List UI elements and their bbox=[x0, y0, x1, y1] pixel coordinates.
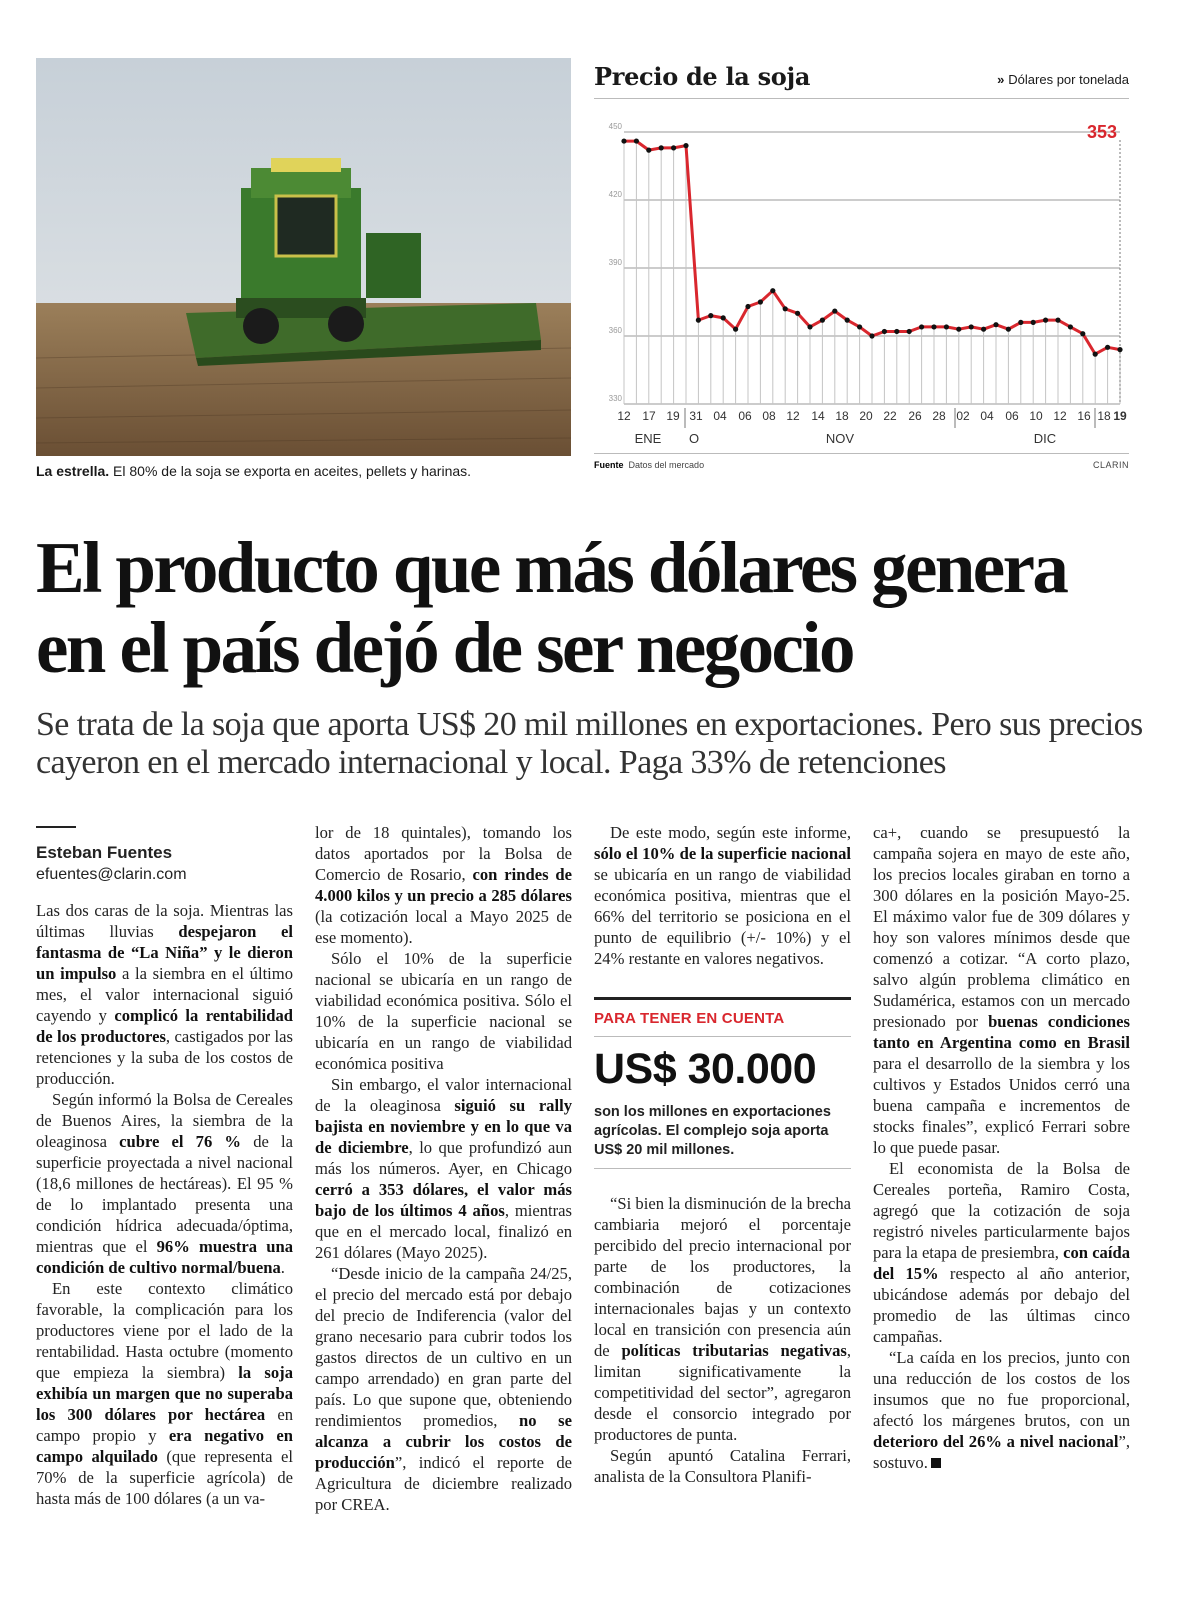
data-point bbox=[621, 138, 626, 143]
data-point bbox=[820, 318, 825, 323]
x-tick-label: 12 bbox=[617, 409, 631, 423]
x-tick-label: 06 bbox=[1005, 409, 1019, 423]
x-tick-label: 22 bbox=[883, 409, 897, 423]
factbox-rule bbox=[594, 997, 851, 1000]
chart-points bbox=[621, 138, 1122, 356]
harvester-illustration bbox=[36, 58, 571, 456]
y-tick-label: 360 bbox=[608, 326, 622, 335]
x-tick-label: 18 bbox=[835, 409, 849, 423]
x-tick-label: 26 bbox=[908, 409, 922, 423]
data-point bbox=[721, 315, 726, 320]
data-point bbox=[708, 313, 713, 318]
x-tick-label: 19 bbox=[666, 409, 680, 423]
x-tick-label: 04 bbox=[980, 409, 994, 423]
chart-bottom-rule bbox=[594, 453, 1129, 454]
factbox-text: son los millones en exportaciones agrícolas. El complejo soja aporta US$ 20 mil millones. bbox=[594, 1104, 831, 1158]
paragraph: En este contexto climático favorable, la complicación para los productores viene por el lado de la rentabilidad. Hasta octubre (momento que empieza la siembra) la soja exhibía un margen que no superaba los 300 dólares por hectárea en campo propio y era negativo en campo alquilado (que representa el 70% de la superficie agrícola) de hasta más de 100 dólares (a un va- bbox=[36, 1279, 293, 1508]
x-tick-label: 28 bbox=[932, 409, 946, 423]
month-label: DIC bbox=[1033, 431, 1057, 446]
x-tick-label: 02 bbox=[956, 409, 970, 423]
factbox-figure: US$ 30.000 bbox=[594, 1045, 817, 1093]
deck: Se trata de la soja que aporta US$ 20 mil millones en exportaciones. Pero sus precios cayeron en el mercado internacional y local. Paga 33% de retenciones bbox=[36, 706, 1143, 781]
harvester-photo bbox=[36, 58, 571, 456]
x-tick-label: 12 bbox=[1053, 409, 1067, 423]
column-1 bbox=[36, 822, 293, 1509]
author-email: efuentes@clarin.com bbox=[36, 866, 187, 883]
y-tick-label: 420 bbox=[608, 190, 622, 199]
chart-last-value-label: 353 bbox=[1086, 122, 1118, 142]
data-point bbox=[1055, 318, 1060, 323]
paragraph: lor de 18 quintales), tomando los datos aportados por la Bolsa de Comercio de Rosario, con rindes de 4.000 kilos y un precio a 285 dólares (la cotización local a Mayo 2025 de ese momento). bbox=[315, 823, 572, 947]
x-tick-label: 12 bbox=[786, 409, 800, 423]
data-point bbox=[1080, 331, 1085, 336]
data-point bbox=[981, 327, 986, 332]
x-tick-label: 10 bbox=[1029, 409, 1043, 423]
paragraph: “Desde inicio de la campaña 24/25, el precio del mercado está por debajo del precio de Indiferencia (valor del grano necesario para cubrir todos los gastos directos de un cultivo en un campo arrendado) en gran parte del país. Lo que supone que, obteniendo rendimientos promedios, no se alcanza a cubrir los costos de producción”, indicó el reporte de Agricultura de diciembre realizado por CREA. bbox=[315, 1264, 572, 1514]
data-point bbox=[1105, 345, 1110, 350]
paragraph: Las dos caras de la soja. Mientras las últimas lluvias despejaron el fantasma de “La Niña” y le dieron un impulso a la siembra en el último mes, el valor internacional siguió cayendo y complicó la rentabilidad de los productores, castigados por las retenciones y la suba de los costos de producción. bbox=[36, 901, 293, 1088]
data-point bbox=[931, 324, 936, 329]
column-4 bbox=[873, 822, 1130, 1473]
byline-rule bbox=[36, 826, 76, 828]
data-point bbox=[733, 327, 738, 332]
data-point bbox=[671, 145, 676, 150]
data-point bbox=[1093, 352, 1098, 357]
chart-source-label: Fuente bbox=[594, 460, 624, 470]
y-tick-label: 390 bbox=[608, 258, 622, 267]
chart-source bbox=[594, 460, 1129, 470]
paragraph: “La caída en los precios, junto con una reducción de los costos de los insumos que no fue proporcional, afectó los márgenes brutos, con un deterioro del 26% a nivel nacional”, sostuvo. bbox=[873, 1348, 1130, 1472]
data-point bbox=[1031, 320, 1036, 325]
x-tick-label: 17 bbox=[642, 409, 656, 423]
data-point bbox=[1018, 320, 1023, 325]
data-point bbox=[1117, 347, 1122, 352]
chart-title: Precio de la soja bbox=[594, 62, 811, 91]
factbox-end-rule bbox=[594, 1168, 851, 1169]
author-name: Esteban Fuentes bbox=[36, 843, 173, 862]
data-point bbox=[783, 306, 788, 311]
caption-lead: La estrella. bbox=[36, 463, 110, 479]
data-point bbox=[882, 329, 887, 334]
x-tick-label: 19 bbox=[1113, 409, 1127, 423]
column-2 bbox=[315, 822, 572, 1515]
data-point bbox=[857, 324, 862, 329]
data-point bbox=[956, 327, 961, 332]
data-point bbox=[1043, 318, 1048, 323]
chart-top-rule bbox=[594, 98, 1129, 99]
caption-text: El 80% de la soja se exporta en aceites, pellets y harinas. bbox=[109, 463, 472, 479]
data-point bbox=[683, 143, 688, 148]
column-3 bbox=[594, 822, 851, 1487]
x-tick-label: 14 bbox=[811, 409, 825, 423]
headline-line-1: El producto que más dólares genera bbox=[36, 527, 1067, 608]
data-point bbox=[745, 304, 750, 309]
headline-line-2: en el país dejó de ser negocio bbox=[36, 607, 853, 688]
data-point bbox=[894, 329, 899, 334]
paragraph: De este modo, según este informe, sólo el 10% de la superficie nacional se ubicaría en un rango de viabilidad económica positiva, mientras que el 66% del territorio se posiciona en el punto de equilibrio (+/- 10%) y el 24% restante en valores negativos. bbox=[594, 823, 851, 968]
factbox-separator bbox=[594, 1036, 851, 1037]
chart-month-labels bbox=[635, 431, 1057, 446]
month-label: O bbox=[688, 431, 700, 446]
data-point bbox=[993, 322, 998, 327]
factbox-label: PARA TENER EN CUENTA bbox=[594, 1010, 785, 1027]
paragraph: El economista de la Bolsa de Cereales porteña, Ramiro Costa, agregó que la cotización de soja registró niveles particularmente bajos para la etapa de presiembra, con caída del 15% respecto al año anterior, ubicándose además por debajo del promedio de las últimas cinco campañas. bbox=[873, 1159, 1130, 1346]
x-tick-label: 18 bbox=[1097, 409, 1111, 423]
data-point bbox=[807, 324, 812, 329]
chart-y-ticks bbox=[609, 122, 623, 403]
data-point bbox=[696, 318, 701, 323]
chart-brand: CLARIN bbox=[1092, 460, 1129, 470]
data-point bbox=[944, 324, 949, 329]
photo-caption bbox=[36, 462, 596, 480]
data-point bbox=[845, 318, 850, 323]
y-tick-label: 330 bbox=[608, 394, 622, 403]
price-chart bbox=[594, 100, 1129, 452]
data-point bbox=[907, 329, 912, 334]
paragraph: Según informó la Bolsa de Cereales de Buenos Aires, la siembra de la oleaginosa cubre el 76 % de la superficie proyectada a nivel nacional (18,6 millones de hectáreas). El 95 % de lo implantado presenta una condición hídrica adecuada/óptima, mientras que el 96% muestra una condición de cultivo normal/buena. bbox=[36, 1090, 293, 1277]
chart-unit bbox=[900, 72, 1129, 87]
x-tick-label: 08 bbox=[762, 409, 776, 423]
paragraph: ca+, cuando se presupuestó la campaña sojera en mayo de este año, los precios locales giraban en torno a 300 dólares en la posición Mayo-25. El máximo valor fue de 309 dólares y hoy son valores mínimos desde que comenzó a cotizar. “A corto plazo, salvo algún problema climático en Sudamérica, estamos con un mercado presionado por buenas condiciones tanto en Argentina como en Brasil para el desarrollo de la siembra y los cultivos y Estados Unidos cerró una buena campaña e incrementos de stocks finales”, explicó Ferrari sobre lo que puede pasar. bbox=[873, 823, 1130, 1157]
paragraph: “Si bien la disminución de la brecha cambiaria mejoró el porcentaje percibido del precio internacional por parte de los productores, la combinación de cotizaciones internacionales bajas y un contexto local en transición con presencia aún de políticas tributarias negativas, limitan significativamente la competitividad del sector”, agregaron desde el consorcio integrado por productores de punta. bbox=[594, 1194, 852, 1444]
month-label: NOV bbox=[825, 431, 855, 446]
x-tick-label: 31 bbox=[689, 409, 703, 423]
chart-area-fill bbox=[624, 140, 1120, 404]
data-point bbox=[869, 333, 874, 338]
paragraph: Sin embargo, el valor internacional de la oleaginosa siguió su rally bajista en noviembre y en lo que va de diciembre, lo que profundizó aun más los números. Ayer, en Chicago cerró a 353 dólares, el valor más bajo de los últimos 4 años, mientras que en el mercado local, finalizó en 261 dólares (Mayo 2025). bbox=[315, 1075, 572, 1262]
end-of-article-mark bbox=[931, 1458, 941, 1468]
x-tick-label: 16 bbox=[1077, 409, 1091, 423]
data-point bbox=[1006, 327, 1011, 332]
data-point bbox=[659, 145, 664, 150]
data-point bbox=[758, 299, 763, 304]
data-point bbox=[795, 311, 800, 316]
chart-unit-arrow: » bbox=[997, 72, 1005, 87]
data-point bbox=[770, 288, 775, 293]
x-tick-label: 04 bbox=[713, 409, 727, 423]
data-point bbox=[1068, 324, 1073, 329]
chart-unit-label: Dólares por tonelada bbox=[1008, 72, 1129, 87]
x-tick-label: 06 bbox=[738, 409, 752, 423]
headline bbox=[36, 528, 1156, 688]
paragraph: Sólo el 10% de la superficie nacional se ubicaría en un rango de viabilidad económica positiva. Sólo el 10% de la superficie nacional se ubicaría en un rango de viabilidad económica positiva bbox=[315, 949, 572, 1073]
paragraph: Según apuntó Catalina Ferrari, analista de la Consultora Planifi- bbox=[594, 1446, 851, 1486]
y-tick-label: 450 bbox=[608, 122, 622, 131]
data-point bbox=[969, 324, 974, 329]
data-point bbox=[832, 308, 837, 313]
data-point bbox=[919, 324, 924, 329]
data-point bbox=[646, 148, 651, 153]
month-label: ENE bbox=[634, 431, 662, 446]
chart-source-text: Datos del mercado bbox=[628, 460, 705, 470]
chart-x-labels bbox=[617, 408, 1127, 428]
x-tick-label: 20 bbox=[859, 409, 873, 423]
data-point bbox=[634, 138, 639, 143]
